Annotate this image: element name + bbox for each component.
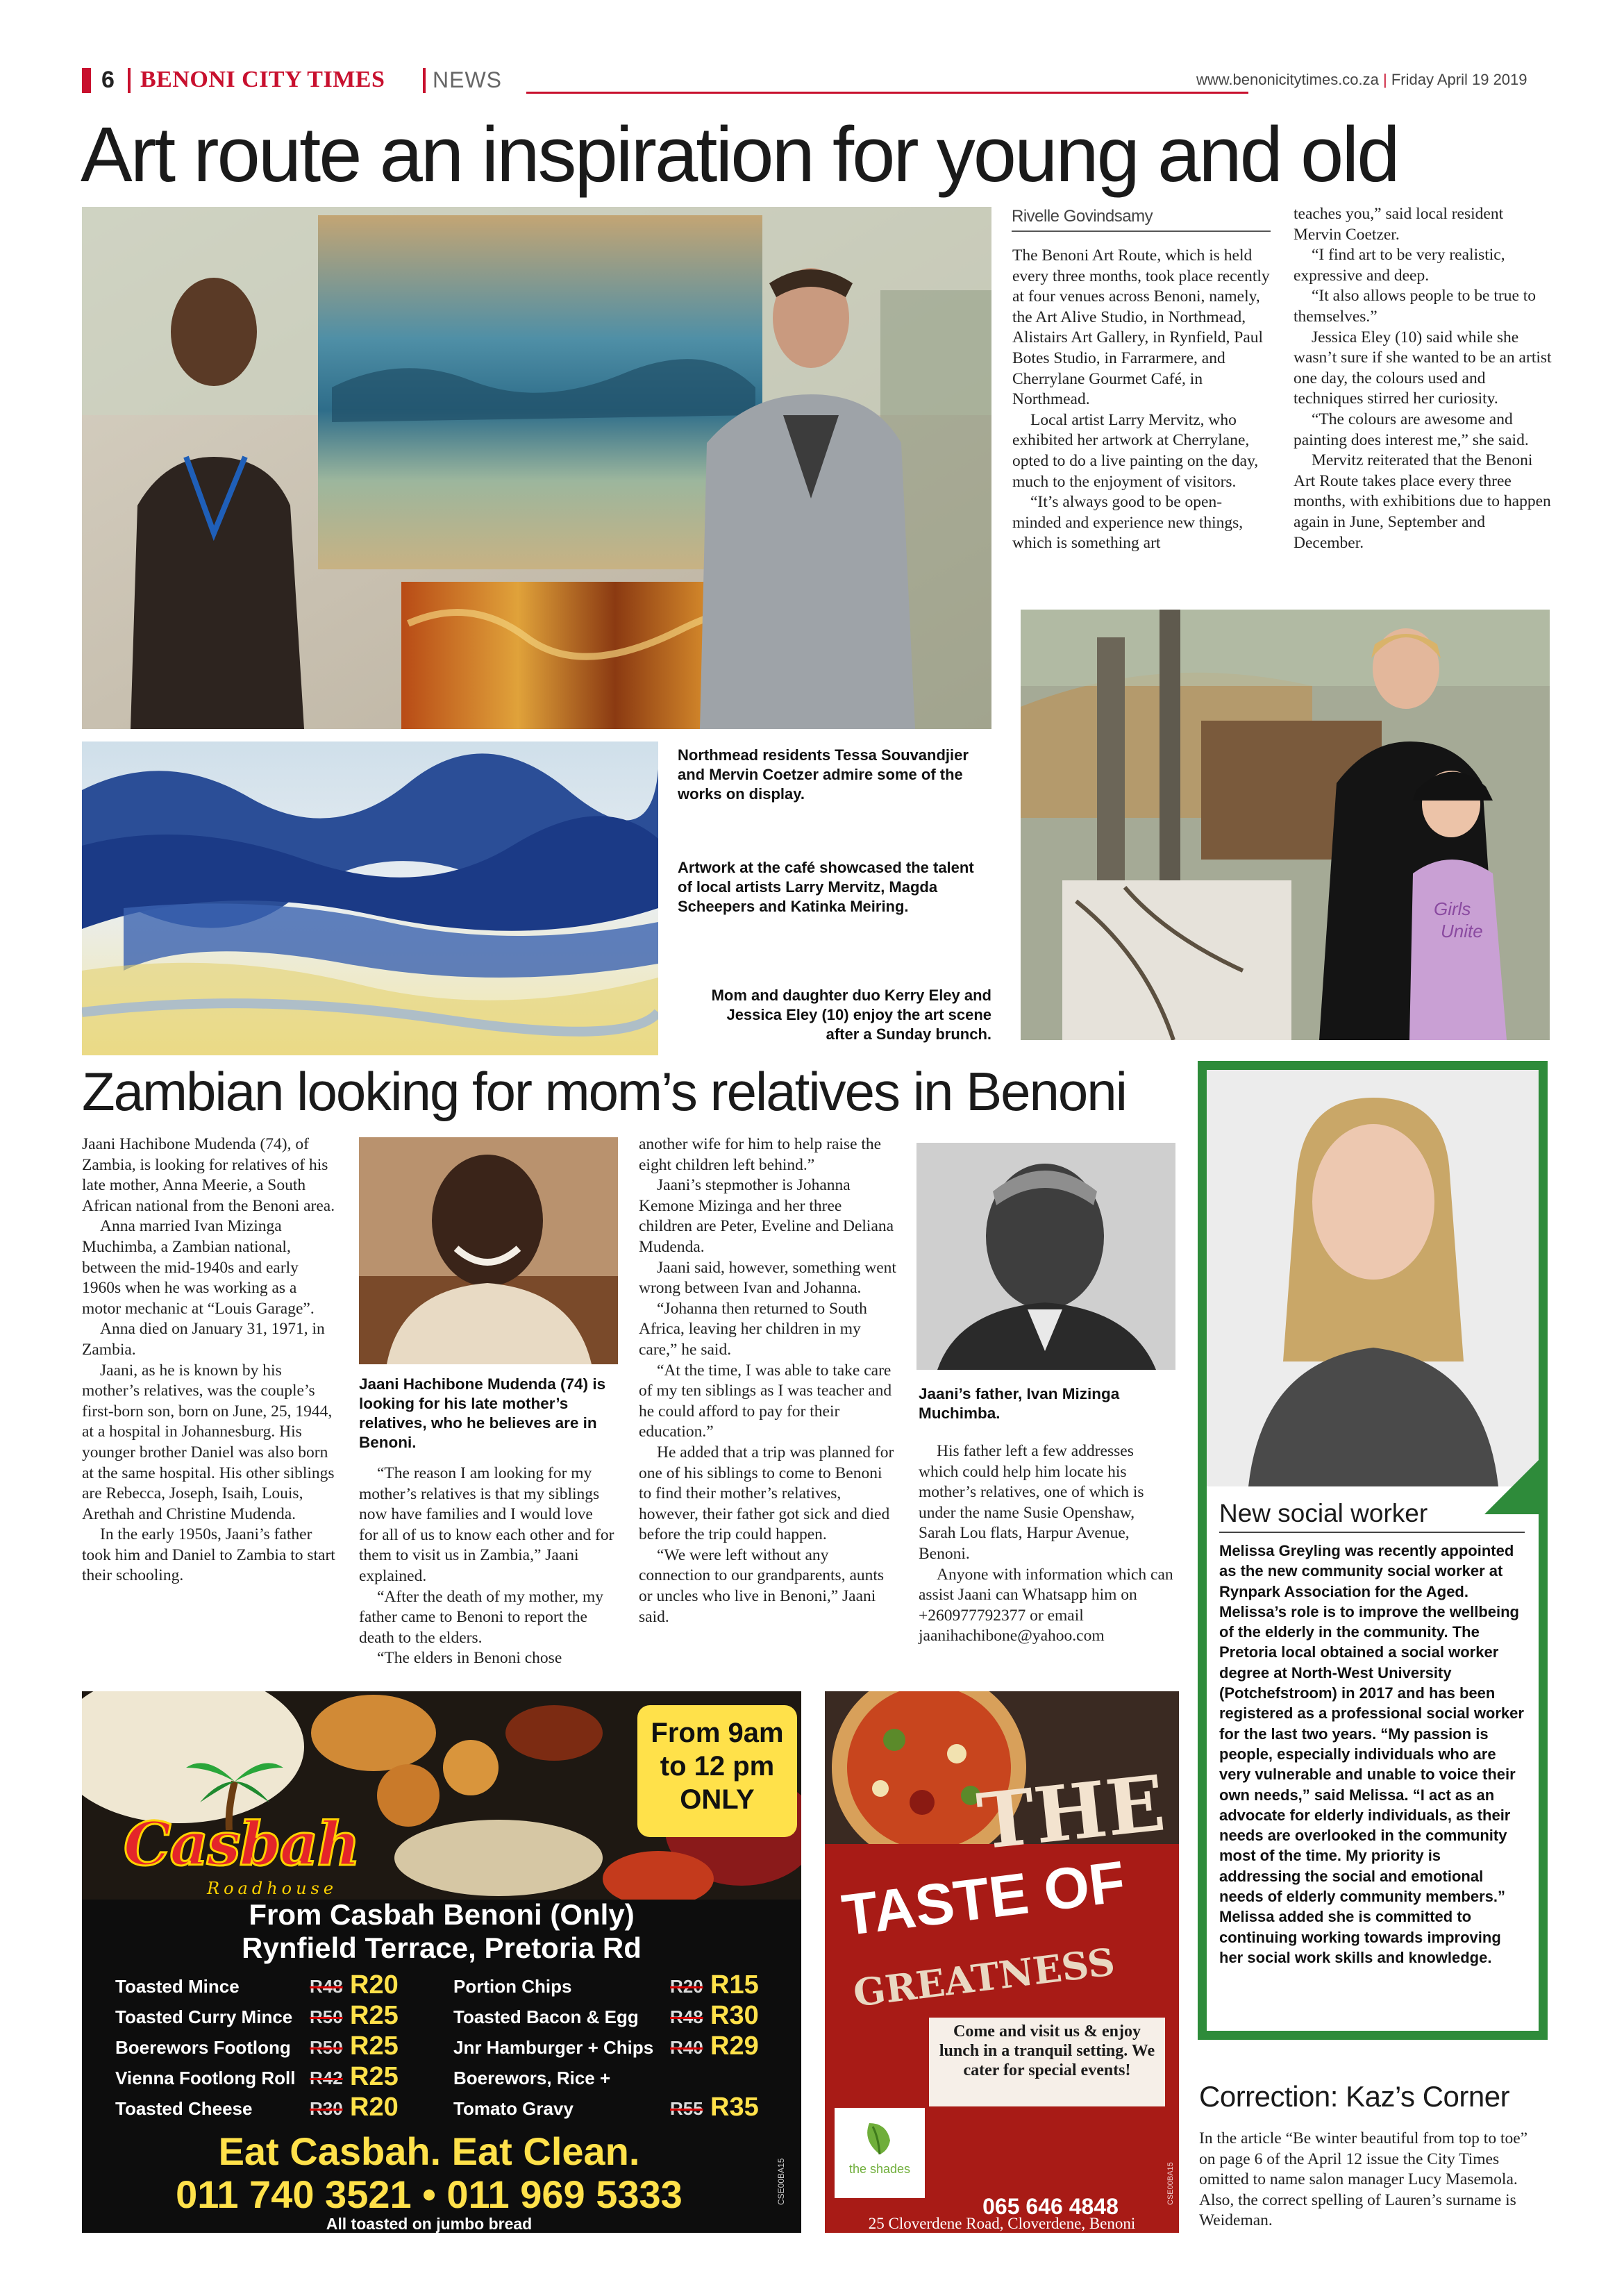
new-price: R20	[350, 1970, 399, 2000]
photo-mom-and-daughter	[1021, 610, 1550, 1040]
caption-cafe-artwork: Artwork at the café showcased the talent of local artists Larry Mervitz, Magda Scheepers and Katinka Meiring.	[678, 859, 974, 915]
photo-cafe-artwork	[82, 741, 658, 1055]
paragraph: His father left a few addresses which could help him locate his mother’s relatives, one of which is under the name Susie Openshaw, Sarah Lou flats, Harpur Avenue, Benoni.	[919, 1442, 1144, 1563]
menu-row	[115, 2093, 414, 2129]
paragraph: Mervitz reiterated that the Benoni Art Route takes place every three months, with exhibitions due to happen again in June, September and December.	[1294, 451, 1551, 552]
photo-jaani	[359, 1137, 618, 1364]
paragraph: “The colours are awesome and painting does interest me,” she said.	[1294, 410, 1529, 449]
byline: Rivelle Govindsamy	[1012, 207, 1153, 226]
paragraph: “We were left without any connection to our grandparents, aunts or uncles who live in Benoni,” Jaani said.	[639, 1545, 885, 1626]
item-name: Toasted Bacon & Egg	[453, 2006, 639, 2027]
paragraph: The Benoni Art Route, which is held every three months, took place recently at four venues across Benoni, namely, the Art Alive Studio, in Northmead, Alistairs Art Gallery, in Rynfield, Paul Botes Studio, in Farrarmere, and Cherrylane Gourmet Café, in Northmead.	[1012, 246, 1270, 409]
accent-block	[82, 68, 91, 93]
social-worker-text: Melissa Greyling was recently appointed as the new community social worker at Rynpark Association for the Aged. Melissa’s role is to improve the wellbeing of the elderly in the community. The Pretoria local obtained a social worker degree at North-West University (Potchefstroom) in 2017 and has been registered as a professional social worker for the last two years. “My passion is people, especially individuals who are very vulnerable and unable to voice their own needs,” said Melissa. “I act as an advocate for elderly individuals, as their needs are overlooked in the community most of the time. My priority is addressing the social and emotional needs of elderly community members.” Melissa added she is committed to continuing working towards improving her social work skills and knowledge.	[1219, 1542, 1524, 1966]
zambian-headline: Zambian looking for mom’s relatives in Benoni	[82, 1061, 1126, 1122]
website-text: www.benonicitytimes.co.za	[1196, 71, 1379, 88]
item-name: Toasted Cheese	[115, 2098, 253, 2119]
old-price: R20	[670, 1976, 703, 1997]
paragraph: “Johanna then returned to South Africa, leaving her children in my care,” he said.	[639, 1299, 867, 1359]
art-route-column-2	[1294, 204, 1554, 553]
location-line-2: Rynfield Terrace, Pretoria Rd	[242, 1932, 642, 1964]
casbah-slogan: Eat Casbah. Eat Clean.	[218, 2129, 640, 2173]
shades-logo-text: the shades	[848, 2162, 911, 2176]
shades-the: THE	[973, 1758, 1169, 1867]
divider	[128, 68, 131, 93]
banner-text: From 9am to 12 pm ONLY	[651, 1718, 784, 1815]
ad-code: CSE00BA15	[776, 2158, 786, 2205]
divider	[423, 68, 426, 93]
leaf-icon	[859, 2116, 901, 2158]
item-name: Jnr Hamburger + Chips	[453, 2037, 654, 2058]
paragraph: Local artist Larry Mervitz, who exhibited her artwork at Cherrylane, opted to do a live painting on the day, much to the enjoyment of visitors.	[1012, 410, 1259, 491]
correction-text: In the article “Be winter beautiful from top to toe” on page 6 of the April 12 issue the City Times omitted to name salon manager Lucy Masemola. Also, the correct spelling of Lauren’s surname is Weideman.	[1199, 2129, 1528, 2230]
logo-subtitle: Roadhouse	[207, 1879, 338, 1898]
separator: |	[1383, 71, 1391, 88]
new-price: R25	[350, 2062, 399, 2091]
art-route-headline: Art route an inspiration for young and old	[81, 111, 1398, 198]
menu-right	[453, 1970, 780, 2129]
photo-ivan	[916, 1143, 1175, 1370]
menu-row	[453, 2093, 780, 2129]
paragraph: Anna married Ivan Mizinga Muchimba, a Zambian national, between the mid-1940s and early 1960s when he was working as a motor mechanic at “Louis Garage”.	[82, 1217, 315, 1318]
photo-residents-with-paintings	[82, 207, 991, 729]
paragraph: teaches you,” said local resident Mervin Coetzer.	[1294, 205, 1504, 244]
correction-heading: Correction: Kaz’s Corner	[1199, 2080, 1510, 2113]
shades-phone[interactable]: 065 646 4848	[982, 2194, 1119, 2219]
section-name: NEWS	[433, 67, 502, 92]
menu-left	[115, 1970, 414, 2129]
art-route-column-1	[1012, 246, 1271, 554]
paragraph: “I find art to be very realistic, expressive and deep.	[1294, 246, 1505, 285]
logo-wordmark: Casbah	[124, 1809, 359, 1879]
old-price: R50	[310, 2006, 343, 2027]
paragraph: Jaani, as he is known by his mother’s relatives, was the couple’s first-born son, born on June, 25, 1944, at a hospital in Johannesburg. His younger brother Daniel was also born at the same hospital. His other siblings are Rebecca, Joseph, Isaih, Louis, Arethah and Christine Mudenda.	[82, 1361, 335, 1523]
old-price: R50	[310, 2037, 343, 2058]
paragraph: “The elders in Benoni chose	[377, 1649, 562, 1668]
caption-ivan: Jaani’s father, Ivan Mizinga Muchimba.	[919, 1385, 1120, 1422]
paper-name: BENONI CITY TIMES	[140, 67, 385, 92]
old-price: R30	[310, 2098, 343, 2119]
shirt-print-unite: Unite	[1441, 921, 1483, 941]
casbah-phones[interactable]: 011 740 3521 • 011 969 5333	[176, 2172, 683, 2216]
new-price: R15	[710, 1970, 759, 2000]
caption-mom-daughter: Mom and daughter duo Kerry Eley and Jessica Eley (10) enjoy the art scene after a Sunday brunch.	[711, 987, 991, 1043]
caption-residents: Northmead residents Tessa Souvandjier and Mervin Coetzer admire some of the works on display.	[678, 746, 969, 803]
old-price: R40	[670, 2037, 703, 2058]
zambian-column-3	[639, 1134, 897, 1627]
paragraph: He added that a trip was planned for one of his siblings to come to Benoni to find their mother’s relatives, however, their father got sick and died before the trip could happen.	[639, 1443, 894, 1544]
location-line-1: From Casbah Benoni (Only)	[249, 1898, 635, 1931]
paragraph: Jaani said, however, something went wrong between Ivan and Johanna.	[639, 1258, 896, 1298]
paragraph: Anyone with information which can assist Jaani can Whatsapp him on +260977792377 or email jaanihachibone@yahoo.com	[919, 1565, 1173, 1645]
paragraph: “At the time, I was able to take care of my ten siblings as I was teacher and he could afford to pay for their education.”	[639, 1361, 892, 1441]
new-price: R35	[710, 2093, 759, 2122]
casbah-logo	[96, 1754, 387, 1898]
paragraph: Jaani’s stepmother is Johanna Kemone Mizinga and her three children are Peter, Eveline and Deliana Mudenda.	[639, 1176, 894, 1256]
green-pennant	[1484, 1459, 1540, 1514]
paragraph: Anna died on January 31, 1971, in Zambia.	[82, 1320, 325, 1359]
old-price: R42	[310, 2068, 343, 2088]
item-name: Tomato Gravy	[453, 2098, 574, 2119]
byline-rule	[1012, 231, 1271, 232]
masthead-bar	[82, 67, 1547, 97]
shades-greatness: GREATNESS	[851, 1939, 1118, 2016]
paragraph: Jessica Eley (10) said while she wasn’t sure if she wanted to be an artist one day, the colours used and techniques stirred her curiosity.	[1294, 328, 1552, 408]
issue-date: Friday April 19 2019	[1391, 71, 1527, 88]
time-banner	[637, 1705, 797, 1837]
header-rule	[526, 92, 1248, 94]
paragraph: In the early 1950s, Jaani’s father took him and Daniel to Zambia to start their schooling.	[82, 1525, 335, 1585]
paragraph: “It’s always good to be open-minded and experience new things, which is something art	[1012, 493, 1244, 553]
shades-tagline-box	[929, 2018, 1165, 2106]
paragraph: “It also allows people to be true to themselves.”	[1294, 287, 1537, 326]
new-price: R29	[710, 2031, 759, 2061]
new-price: R20	[350, 2093, 399, 2122]
new-price: R25	[350, 2031, 399, 2061]
paragraph: “The reason I am looking for my mother’s relatives is that my siblings now have families and I would love for all of us to know each other and for them to visit us in Zambia,” Jaani explained.	[359, 1464, 614, 1585]
paragraph: Jaani Hachibone Mudenda (74), of Zambia, is looking for relatives of his late mother, Anna Meerie, a South African national from the Benoni area.	[82, 1135, 335, 1215]
heading-rule	[1219, 1532, 1525, 1533]
paragraph: “After the death of my mother, my father came to Benoni to report the death to the elders.	[359, 1587, 603, 1647]
shades-logo	[835, 2108, 925, 2198]
zambian-column-4	[919, 1441, 1175, 1647]
old-price: R48	[310, 1976, 343, 1997]
shades-tagline: Come and visit us & enjoy lunch in a tranquil setting. We cater for special events!	[939, 2022, 1155, 2079]
paragraph: another wife for him to help raise the eight children left behind.”	[639, 1135, 882, 1174]
zambian-column-2	[359, 1464, 614, 1669]
social-worker-box	[1198, 1061, 1548, 2040]
website-link[interactable]	[1196, 71, 1527, 89]
shades-taste-of: TASTE OF	[838, 1848, 1129, 1948]
item-name: Portion Chips	[453, 1976, 572, 1997]
casbah-footer: All toasted on jumbo bread	[326, 2215, 533, 2233]
old-price: R55	[670, 2098, 703, 2119]
shades-advert[interactable]	[825, 1691, 1179, 2233]
item-name: Vienna Footlong Roll	[115, 2068, 296, 2088]
shades-address: 25 Cloverdene Road, Cloverdene, Benoni	[868, 2215, 1136, 2232]
item-name: Boerewors, Rice +	[453, 2068, 611, 2088]
casbah-advert[interactable]	[82, 1691, 801, 2233]
page-number: 6	[101, 67, 115, 93]
zambian-column-1	[82, 1134, 339, 1586]
new-price: R30	[710, 2001, 759, 2030]
caption-jaani: Jaani Hachibone Mudenda (74) is looking for his late mother’s relatives, who he believes are in Benoni.	[359, 1375, 606, 1451]
item-name: Toasted Curry Mince	[115, 2006, 293, 2027]
menu-row	[453, 2031, 780, 2068]
social-worker-heading: New social worker	[1219, 1499, 1428, 1527]
item-name: Toasted Mince	[115, 1976, 240, 1997]
photo-melissa	[1207, 1070, 1539, 1486]
ad-code: CSE00BA15	[1166, 2162, 1175, 2205]
new-price: R25	[350, 2001, 399, 2030]
item-name: Boerewors Footlong	[115, 2037, 291, 2058]
old-price: R48	[670, 2006, 703, 2027]
shirt-print-girls: Girls	[1434, 898, 1471, 919]
